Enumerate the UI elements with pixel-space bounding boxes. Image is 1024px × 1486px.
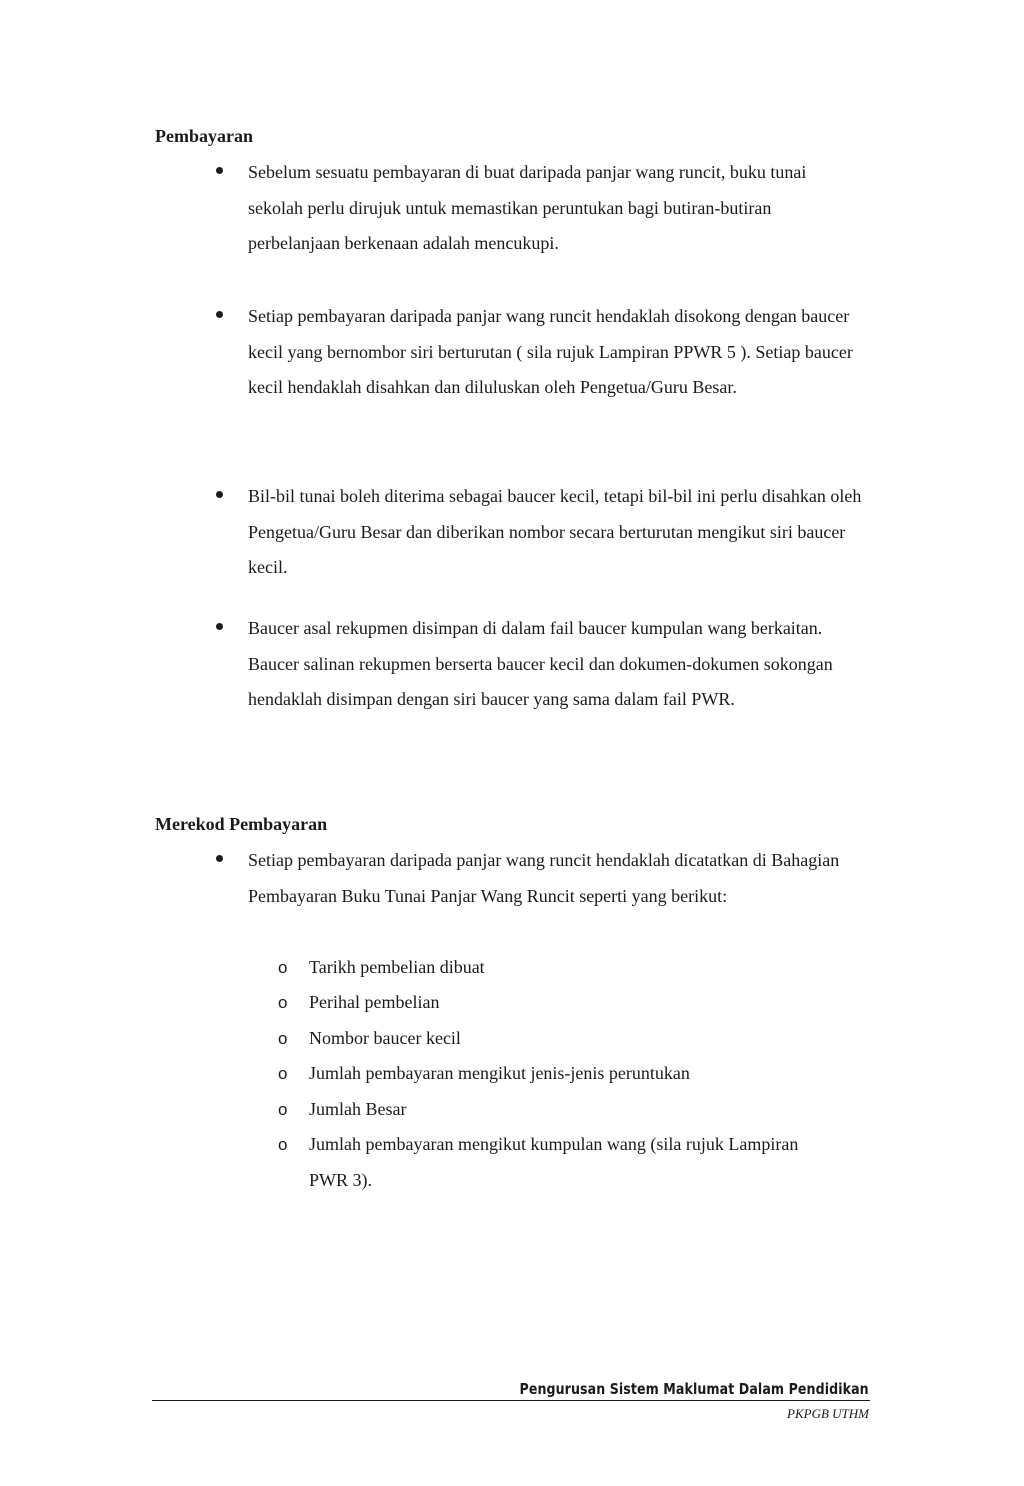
bullet-text: Sebelum sesuatu pembayaran di buat daripada panjar wang runcit, buku tunai sekolah perlu dirujuk untuk memastikan peruntukan bagi butiran-butiran perbelanjaan berkenaan adalah mencukupi. <box>248 162 807 253</box>
bullet-text: Setiap pembayaran daripada panjar wang runcit hendaklah dicatatkan di Bahagian Pembayaran Buku Tunai Panjar Wang Runcit seperti yang berikut: <box>248 850 840 906</box>
sub-list-text: Tarikh pembelian dibuat <box>309 957 485 977</box>
circle-bullet-icon: o <box>278 958 288 977</box>
sub-list-text: Perihal pembelian <box>309 992 440 1012</box>
section-heading-pembayaran: Pembayaran <box>155 126 253 146</box>
bullet-icon <box>216 311 223 318</box>
footer-subtitle: PKPGB UTHM <box>787 1406 869 1421</box>
sub-list-text: Nombor baucer kecil <box>309 1028 461 1048</box>
circle-bullet-icon: o <box>278 1064 288 1083</box>
sub-list-text: Jumlah Besar <box>309 1099 407 1119</box>
bullet-icon <box>216 491 223 498</box>
circle-bullet-icon: o <box>278 1135 288 1154</box>
bullet-icon <box>216 855 223 862</box>
footer-title: Pengurusan Sistem Maklumat Dalam Pendidikan <box>519 1380 869 1398</box>
bullet-icon <box>216 167 223 174</box>
bullet-icon <box>216 623 223 630</box>
bullet-text: Bil-bil tunai boleh diterima sebagai baucer kecil, tetapi bil-bil ini perlu disahkan oleh Pengetua/Guru Besar dan diberikan nombor secara berturutan mengikut siri baucer kecil. <box>248 486 862 577</box>
sub-list-text: Jumlah pembayaran mengikut jenis-jenis peruntukan <box>309 1063 690 1083</box>
sub-list-text: Jumlah pembayaran mengikut kumpulan wang (sila rujuk Lampiran PWR 3). <box>309 1134 799 1190</box>
circle-bullet-icon: o <box>278 993 288 1012</box>
circle-bullet-icon: o <box>278 1100 288 1119</box>
bullet-text: Setiap pembayaran daripada panjar wang runcit hendaklah disokong dengan baucer kecil yang bernombor siri berturutan ( sila rujuk Lampiran PPWR 5 ). Setiap baucer kecil hendaklah disahkan dan diluluskan oleh Pengetua/Guru Besar. <box>248 306 853 397</box>
bullet-text: Baucer asal rekupmen disimpan di dalam fail baucer kumpulan wang berkaitan. Baucer salinan rekupmen berserta baucer kecil dan dokumen-dokumen sokongan hendaklah disimpan dengan siri baucer yang sama dalam fail PWR. <box>248 618 833 709</box>
footer-divider <box>152 1400 870 1401</box>
section-heading-merekod-pembayaran: Merekod Pembayaran <box>155 814 328 834</box>
circle-bullet-icon: o <box>278 1029 288 1048</box>
